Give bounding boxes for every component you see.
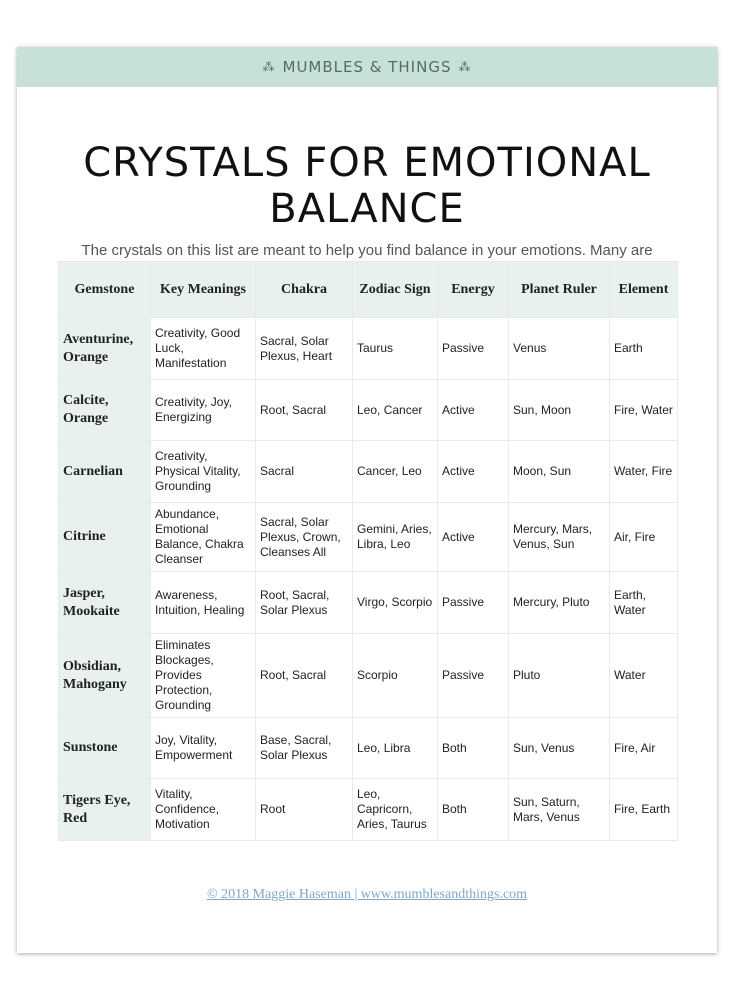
gemstone-cell: Obsidian, Mahogany <box>59 634 151 718</box>
column-header: Chakra <box>256 262 353 318</box>
column-header: Zodiac Sign <box>353 262 438 318</box>
table-cell: Virgo, Scorpio <box>353 572 438 634</box>
column-header: Energy <box>438 262 509 318</box>
table-cell: Earth, Water <box>610 572 678 634</box>
table-cell: Sun, Moon <box>509 380 610 441</box>
table-cell: Root, Sacral <box>256 380 353 441</box>
table-cell: Both <box>438 718 509 779</box>
brand-logo: MUMBLES & THINGS <box>282 58 452 76</box>
table-cell: Water, Fire <box>610 441 678 503</box>
page-sheet <box>17 47 717 953</box>
table-cell: Passive <box>438 572 509 634</box>
table-cell: Sacral <box>256 441 353 503</box>
gemstone-cell: Citrine <box>59 503 151 572</box>
table-cell: Mercury, Pluto <box>509 572 610 634</box>
table-cell: Sacral, Solar Plexus, Crown, Cleanses All <box>256 503 353 572</box>
table-cell: Sun, Saturn, Mars, Venus <box>509 779 610 841</box>
table-cell: Abundance, Emotional Balance, Chakra Cleanser <box>151 503 256 572</box>
gemstone-cell: Carnelian <box>59 441 151 503</box>
table-cell: Leo, Libra <box>353 718 438 779</box>
table-row <box>59 718 678 779</box>
table-cell: Active <box>438 380 509 441</box>
table-row <box>59 572 678 634</box>
crystals-table <box>58 261 678 841</box>
table-cell: Eliminates Blockages, Provides Protection, Grounding <box>151 634 256 718</box>
page-subtitle: The crystals on this list are meant to help you find balance in your emotions. Many are <box>81 242 653 259</box>
table-cell: Vitality, Confidence, Motivation <box>151 779 256 841</box>
table-cell: Root <box>256 779 353 841</box>
table-cell: Passive <box>438 318 509 380</box>
column-header: Gemstone <box>59 262 151 318</box>
table-cell: Gemini, Aries, Libra, Leo <box>353 503 438 572</box>
gemstone-cell: Calcite, Orange <box>59 380 151 441</box>
table-cell: Sun, Venus <box>509 718 610 779</box>
table-cell: Leo, Capricorn, Aries, Taurus <box>353 779 438 841</box>
table-cell: Both <box>438 779 509 841</box>
sprig-left-icon: ⁂ <box>262 60 276 74</box>
table-cell: Creativity, Good Luck, Manifestation <box>151 318 256 380</box>
gemstone-cell: Aventurine, Orange <box>59 318 151 380</box>
table-header-row <box>59 262 678 318</box>
table-cell: Fire, Earth <box>610 779 678 841</box>
table-cell: Fire, Air <box>610 718 678 779</box>
table-cell: Scorpio <box>353 634 438 718</box>
table-cell: Passive <box>438 634 509 718</box>
gemstone-cell: Tigers Eye, Red <box>59 779 151 841</box>
footer-link[interactable]: © 2018 Maggie Haseman | www.mumblesandthings.com <box>206 887 528 902</box>
table-cell: Cancer, Leo <box>353 441 438 503</box>
table-cell: Base, Sacral, Solar Plexus <box>256 718 353 779</box>
gemstone-cell: Sunstone <box>59 718 151 779</box>
gemstone-cell: Jasper, Mookaite <box>59 572 151 634</box>
table-cell: Fire, Water <box>610 380 678 441</box>
table-row <box>59 318 678 380</box>
table-cell: Air, Fire <box>610 503 678 572</box>
table-row <box>59 441 678 503</box>
header-banner <box>17 47 717 87</box>
table-cell: Sacral, Solar Plexus, Heart <box>256 318 353 380</box>
column-header: Key Meanings <box>151 262 256 318</box>
sprig-right-icon: ⁂ <box>458 60 472 74</box>
table-cell: Awareness, Intuition, Healing <box>151 572 256 634</box>
page-title: CRYSTALS FOR EMOTIONAL BALANCE <box>83 140 651 232</box>
table-row <box>59 634 678 718</box>
table-cell: Moon, Sun <box>509 441 610 503</box>
table-cell: Joy, Vitality, Empowerment <box>151 718 256 779</box>
column-header: Planet Ruler <box>509 262 610 318</box>
table-cell: Active <box>438 441 509 503</box>
table-cell: Active <box>438 503 509 572</box>
column-header: Element <box>610 262 678 318</box>
table-row <box>59 779 678 841</box>
table-cell: Creativity, Physical Vitality, Grounding <box>151 441 256 503</box>
table-cell: Creativity, Joy, Energizing <box>151 380 256 441</box>
table-row <box>59 503 678 572</box>
table-cell: Root, Sacral <box>256 634 353 718</box>
table-cell: Pluto <box>509 634 610 718</box>
table-cell: Mercury, Mars, Venus, Sun <box>509 503 610 572</box>
table-cell: Root, Sacral, Solar Plexus <box>256 572 353 634</box>
table-cell: Leo, Cancer <box>353 380 438 441</box>
table-cell: Earth <box>610 318 678 380</box>
table-cell: Venus <box>509 318 610 380</box>
table-cell: Taurus <box>353 318 438 380</box>
table-row <box>59 380 678 441</box>
table-cell: Water <box>610 634 678 718</box>
